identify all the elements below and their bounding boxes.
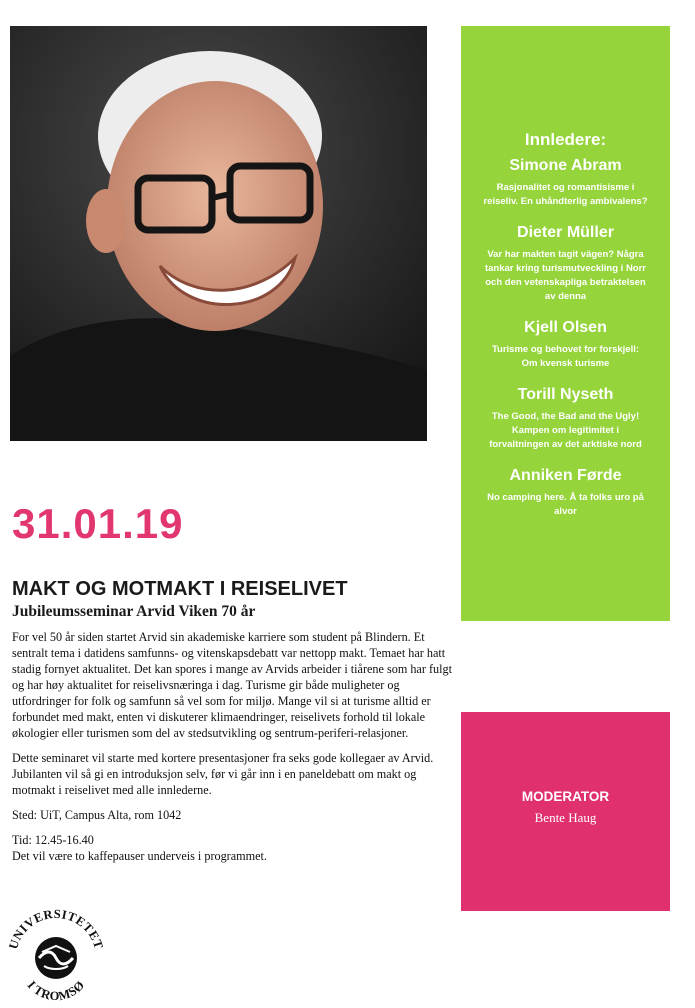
event-date: 31.01.19 <box>12 500 184 547</box>
time-text: Tid: 12.45-16.40 <box>12 833 94 847</box>
breaks-text: Det vil være to kaffepauser underveis i programmet. <box>12 849 267 863</box>
event-title: MAKT OG MOTMAKT I REISELIVET <box>12 578 348 600</box>
speaker-item <box>461 156 670 209</box>
venue-text: Sted: UiT, Campus Alta, rom 1042 <box>12 808 182 822</box>
speaker-name: Dieter Müller <box>517 224 614 241</box>
speakers-heading: Innledere: <box>524 130 607 149</box>
speaker-name: Torill Nyseth <box>517 386 614 403</box>
speaker-talk: Var har makten tagit vägen? Några tankar kring turismutveckling i Norr och den vetenskapliga betraktelsen av denna <box>484 249 646 302</box>
speaker-name: Kjell Olsen <box>524 319 607 336</box>
event-subtitle: Jubileumsseminar Arvid Viken 70 år <box>12 603 256 620</box>
speaker-item <box>461 385 670 452</box>
portrait-illustration <box>10 26 427 441</box>
moderator-panel <box>461 712 670 911</box>
speaker-talk: The Good, the Bad and the Ugly! Kampen om legitimitet i forvaltningen av det arktiske nord <box>489 411 642 450</box>
portrait-photo <box>10 26 427 441</box>
speakers-panel <box>461 26 670 621</box>
speaker-name: Anniken Førde <box>509 467 622 484</box>
intro-paragraph: For vel 50 år siden startet Arvid sin akademiske karriere som student på Blindern. Et sentralt tema i datidens samfunns- og vitenskapsdebatt var nettopp makt. Temaet har hatt stadig fornyet aktualitet. Det kan spores i mange av Arvids arbeider i tiårene som har fulgt og har høy aktualitet for reiselivsnæringa i dag. Turisme gir både muligheter og utfordringer for folk og samfunn så vel som for miljø. Mange vil si at turisme alltid er forbundet med makt, enten vi diskuterer klimaendringer, reiselivets forhold til lokale økologier eller turismen som del av stedsutvikling og sentrum-periferi-relasjoner. <box>12 630 452 740</box>
speaker-name: Simone Abram <box>509 157 622 174</box>
speaker-talk: Rasjonalitet og romantisisme i reiseliv. En uhåndterlig ambivalens? <box>483 182 648 207</box>
svg-text:UNIVERSITETET: UNIVERSITETET <box>6 906 106 951</box>
program-paragraph: Dette seminaret vil starte med kortere presentasjoner fra seks gode kollegaer av Arvid. Jubilanten vil så gi en introduksjon selv, før vi går inn i en paneldebatt om makt og motmakt i reiselivet med alle innlederne. <box>12 751 434 797</box>
moderator-name: Bente Haug <box>534 810 597 825</box>
speaker-talk: No camping here. Å ta folks uro på alvor <box>487 492 644 517</box>
moderator-heading: MODERATOR <box>521 789 610 804</box>
university-logo <box>6 906 106 1002</box>
speaker-item <box>461 318 670 371</box>
speaker-item <box>461 223 670 304</box>
svg-text:I TROMSØ: I TROMSØ <box>24 977 88 1002</box>
speaker-talk: Turisme og behovet for forskjell: Om kvensk turisme <box>491 344 640 369</box>
event-description <box>12 629 452 864</box>
speaker-item <box>461 466 670 519</box>
